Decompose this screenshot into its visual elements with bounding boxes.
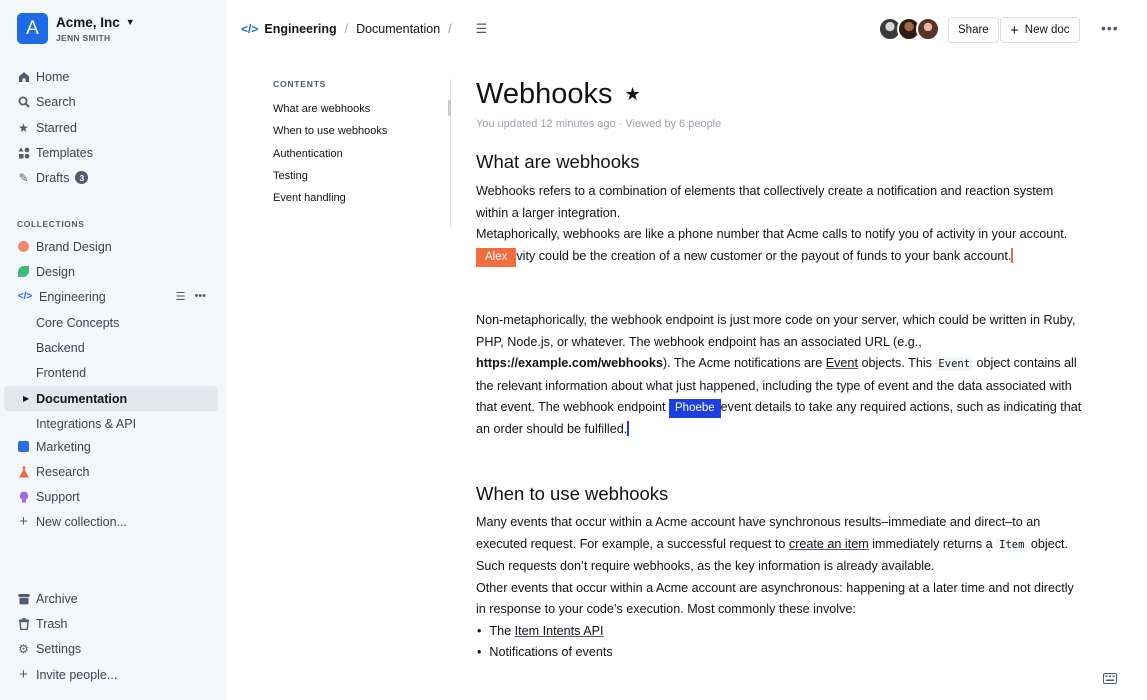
new-collection-label: New collection... <box>36 514 128 529</box>
toc-item[interactable]: Testing <box>273 169 308 182</box>
collection-design[interactable] <box>4 259 218 284</box>
nav-archive-label: Archive <box>36 591 78 606</box>
team-logo: A <box>17 13 48 44</box>
collaborator-cursor <box>1011 248 1013 263</box>
collection-brand-design-label: Brand Design <box>36 239 112 254</box>
collaborator-cursor <box>627 421 629 436</box>
nav-starred[interactable] <box>4 115 218 140</box>
inline-code: Event <box>935 357 973 371</box>
document-editor[interactable] <box>476 76 1086 664</box>
doc-frontend-label: Frontend <box>36 365 87 380</box>
invite-people-label: Invite people... <box>36 667 118 682</box>
doc-documentation[interactable] <box>4 386 218 411</box>
heading-what-are-webhooks[interactable]: What are webhooks <box>476 151 640 172</box>
collection-marketing-label: Marketing <box>36 439 91 454</box>
list-menu-icon[interactable]: ☰ <box>475 21 488 36</box>
toc-heading: CONTENTS <box>273 79 327 89</box>
nav-search[interactable] <box>4 89 218 114</box>
code-icon: </> <box>17 291 33 302</box>
doc-core-concepts[interactable] <box>4 310 218 335</box>
nav-trash-label: Trash <box>36 616 68 631</box>
team-switcher[interactable] <box>17 13 135 44</box>
doc-integrations-label: Integrations & API <box>36 416 137 431</box>
keyboard-icon[interactable] <box>1103 673 1117 687</box>
doc-backend-label: Backend <box>36 340 85 355</box>
invite-people-button[interactable] <box>4 662 218 687</box>
toc-position-indicator <box>448 100 451 116</box>
caret-down-icon: ▼ <box>125 17 135 27</box>
list-item[interactable]: • Notifications of events <box>476 642 1086 664</box>
item-intents-link[interactable]: Item Intents API <box>514 623 604 638</box>
new-doc-button[interactable] <box>1000 17 1080 43</box>
gear-icon: ⚙ <box>18 641 29 656</box>
home-icon <box>17 70 30 83</box>
star-icon: ★ <box>18 120 29 135</box>
collaborator-avatars[interactable] <box>878 17 940 41</box>
document-meta: You updated 12 minutes ago · Viewed by 6 people <box>476 118 722 130</box>
nav-starred-label: Starred <box>36 120 77 135</box>
leaf-icon <box>17 265 30 278</box>
nav-drafts-label: Drafts <box>36 170 70 185</box>
event-link[interactable]: Event <box>825 356 858 370</box>
star-icon[interactable]: ★ <box>624 83 641 104</box>
plus-icon: + <box>1010 21 1019 39</box>
plus-icon: + <box>19 513 28 530</box>
toc-item[interactable]: When to use webhooks <box>273 125 388 138</box>
collection-engineering-label: Engineering <box>39 289 106 304</box>
plus-icon: + <box>19 666 28 683</box>
collection-marketing[interactable] <box>4 434 218 459</box>
document-title[interactable]: Webhooks <box>476 77 613 110</box>
nav-templates[interactable] <box>4 140 218 165</box>
share-button[interactable]: Share <box>948 17 999 43</box>
drafts-count-badge: 3 <box>75 171 88 184</box>
nav-home[interactable] <box>4 64 218 89</box>
paragraph[interactable]: Webhooks refers to a combination of elements that collectively create a notification and reaction system within a larger integration. <box>476 184 1054 220</box>
paragraph[interactable]: Other events that occur within a Acme account are asynchronous: happening at a later time and not directly in response to your code’s execution. Most commonly these involve: <box>476 580 1074 616</box>
new-collection-button[interactable] <box>4 509 218 534</box>
team-name: Acme, Inc <box>56 14 120 30</box>
sidebar <box>0 0 226 700</box>
collection-research[interactable] <box>4 459 218 484</box>
collection-design-label: Design <box>36 264 75 279</box>
doc-frontend[interactable] <box>4 360 218 385</box>
sort-icon[interactable]: ☰ <box>175 291 186 303</box>
doc-integrations[interactable] <box>4 411 218 436</box>
trash-icon <box>17 617 30 630</box>
create-item-link[interactable]: create an item <box>788 536 869 551</box>
doc-backend[interactable] <box>4 335 218 360</box>
shapes-icon <box>17 146 30 159</box>
nav-settings-label: Settings <box>36 641 82 656</box>
nav-trash[interactable] <box>4 611 218 636</box>
toc-item[interactable]: What are webhooks <box>273 103 371 115</box>
caret-right-icon[interactable]: ▶ <box>23 394 30 403</box>
user-name: JENN SMITH <box>56 32 111 43</box>
breadcrumb-separator: / <box>448 22 452 36</box>
nav-home-label: Home <box>36 69 70 84</box>
bulb-icon <box>17 490 30 503</box>
palette-icon <box>17 240 30 253</box>
new-doc-label: New doc <box>1024 24 1070 36</box>
collection-engineering[interactable] <box>4 284 218 309</box>
flask-icon <box>17 465 30 478</box>
nav-templates-label: Templates <box>36 145 93 160</box>
avatar[interactable] <box>916 17 940 41</box>
collection-support[interactable] <box>4 484 218 509</box>
toc-item[interactable]: Event handling <box>273 192 346 205</box>
inline-code: Item <box>996 538 1027 552</box>
archive-icon <box>17 592 30 605</box>
collection-research-label: Research <box>36 464 90 479</box>
url-text: https://example.com/webhooks <box>476 356 663 370</box>
paragraph[interactable]: Non-metaphorically, the webhook endpoint is just more code on your server, which could be written in Ruby, PHP, Node.js, or whatever. The webhook endpoint has an associated URL (e.g., https://example.com/webhooks). The Acme notifications are Event objects. This Event object contains all the relevant information about what just happened, including the type of event and the data associated with that event. The webhook endpoint Phoebe event details to take any required actions, such as indicating that an order should be fulfilled. <box>476 313 1082 436</box>
paragraph[interactable]: Many events that occur within a Acme account have synchronous results–immediate and direct–to an executed request. For example, a successful request to create an item immediately returns a Item object. Such requests don’t require webhooks, as the key information is already available. <box>476 515 1069 573</box>
search-icon <box>17 95 30 108</box>
collection-support-label: Support <box>36 489 80 504</box>
marketing-icon <box>17 440 30 453</box>
nav-search-label: Search <box>36 94 76 109</box>
breadcrumb <box>241 21 487 37</box>
collection-brand-design[interactable] <box>4 234 218 259</box>
breadcrumb-separator: / <box>344 22 349 36</box>
more-icon[interactable]: ••• <box>1101 20 1119 36</box>
toc-item[interactable]: Authentication <box>273 147 343 160</box>
doc-documentation-label: Documentation <box>36 391 128 406</box>
collaborator-cursor-label: Alex <box>476 248 516 267</box>
more-icon[interactable]: ••• <box>194 290 206 302</box>
list-item[interactable]: • The Item Intents API <box>476 621 1086 643</box>
breadcrumb-collection[interactable]: Engineering <box>264 22 337 36</box>
paragraph[interactable]: Metaphorically, webhooks are like a phone number that Acme calls to notify you of activity in your account. Alex vity could be the creation of a new customer or the payout of funds to your bank account. <box>476 224 1086 267</box>
code-icon: </> <box>241 22 259 36</box>
pencil-icon: ✎ <box>18 170 29 185</box>
nav-settings[interactable] <box>4 636 218 661</box>
breadcrumb-document[interactable]: Documentation <box>356 22 441 36</box>
nav-drafts[interactable] <box>4 165 218 190</box>
doc-core-concepts-label: Core Concepts <box>36 315 120 330</box>
collaborator-cursor-label: Phoebe <box>669 399 721 418</box>
bullet-list[interactable] <box>476 621 1086 664</box>
collections-heading: COLLECTIONS <box>17 219 85 229</box>
heading-when-to-use-webhooks[interactable]: When to use webhooks <box>476 483 669 504</box>
table-of-contents <box>273 79 453 214</box>
nav-archive[interactable] <box>4 586 218 611</box>
